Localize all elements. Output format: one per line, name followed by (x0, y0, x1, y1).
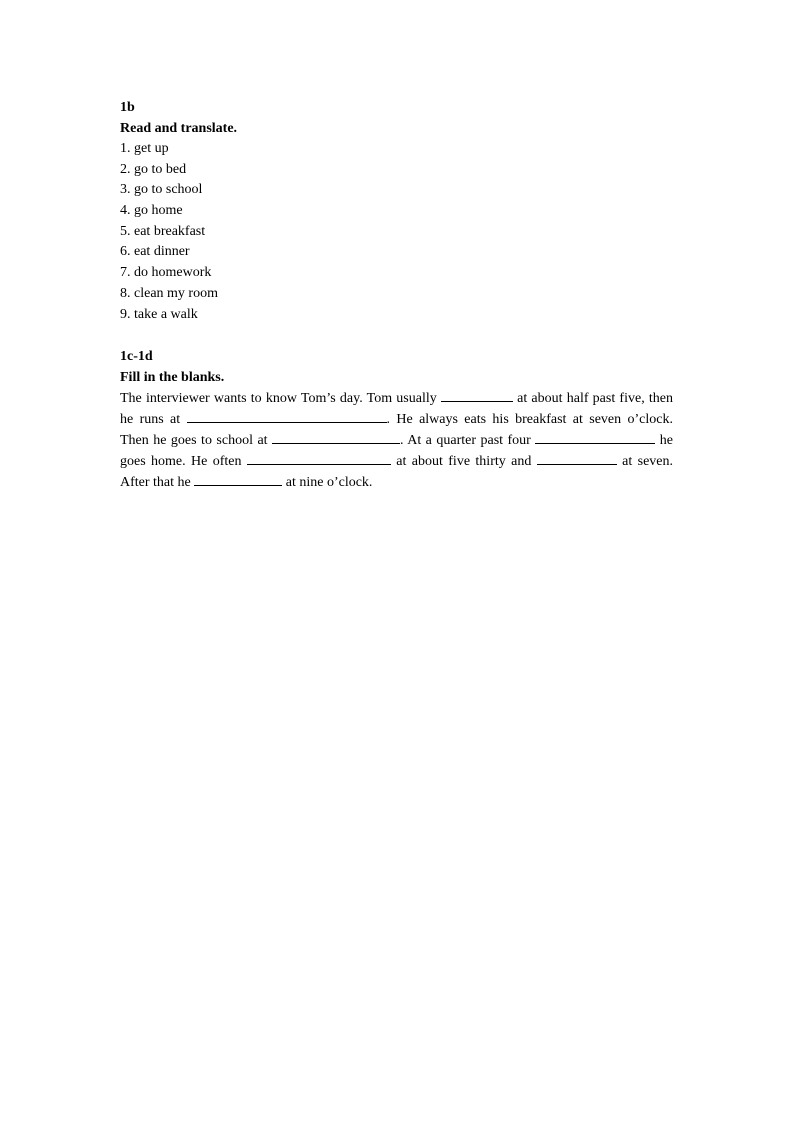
blank-5[interactable] (247, 452, 391, 465)
passage-text: at nine o’clock. (282, 475, 373, 491)
passage-text: at about five thirty and (390, 454, 537, 470)
list-item: 7. do homework (120, 265, 212, 281)
list-item: 6. eat dinner (120, 244, 190, 260)
list-item: 3. go to school (120, 182, 203, 198)
list-item: 4. go home (120, 203, 183, 219)
list-item: 8. clean my room (120, 285, 218, 301)
passage-text: at seven. After that he (120, 454, 674, 491)
blank-1[interactable] (441, 389, 513, 402)
section-1b-instruction: Read and translate. (120, 121, 238, 136)
section-1c-1d-label: 1c-1d (120, 349, 153, 365)
blank-4[interactable] (535, 431, 655, 444)
blank-7[interactable] (194, 473, 282, 486)
passage-text: at about half past five, then he runs at (120, 391, 673, 428)
list-item: 9. take a walk (120, 306, 198, 322)
list-item: 1. get up (120, 141, 169, 156)
passage-text: he goes home. He often (120, 433, 673, 470)
blank-6[interactable] (537, 452, 617, 465)
blank-2[interactable] (187, 410, 387, 423)
blank-3[interactable] (272, 431, 400, 444)
phrase-list (120, 139, 673, 325)
section-1c-1d-instruction: Fill in the blanks. (120, 370, 225, 386)
passage-text: . He always eats his breakfast at seven o’clock. Then he goes to school at (120, 412, 673, 449)
fill-in-passage (120, 388, 673, 493)
worksheet-content (120, 97, 673, 493)
list-item: 2. go to bed (120, 161, 187, 177)
section-spacer (120, 325, 673, 346)
passage-text: The interviewer wants to know Tom’s day. Tom usually (120, 391, 441, 407)
passage-text: . At a quarter past four (400, 433, 536, 449)
list-item: 5. eat breakfast (120, 223, 206, 239)
section-1b-label: 1b (120, 100, 135, 115)
